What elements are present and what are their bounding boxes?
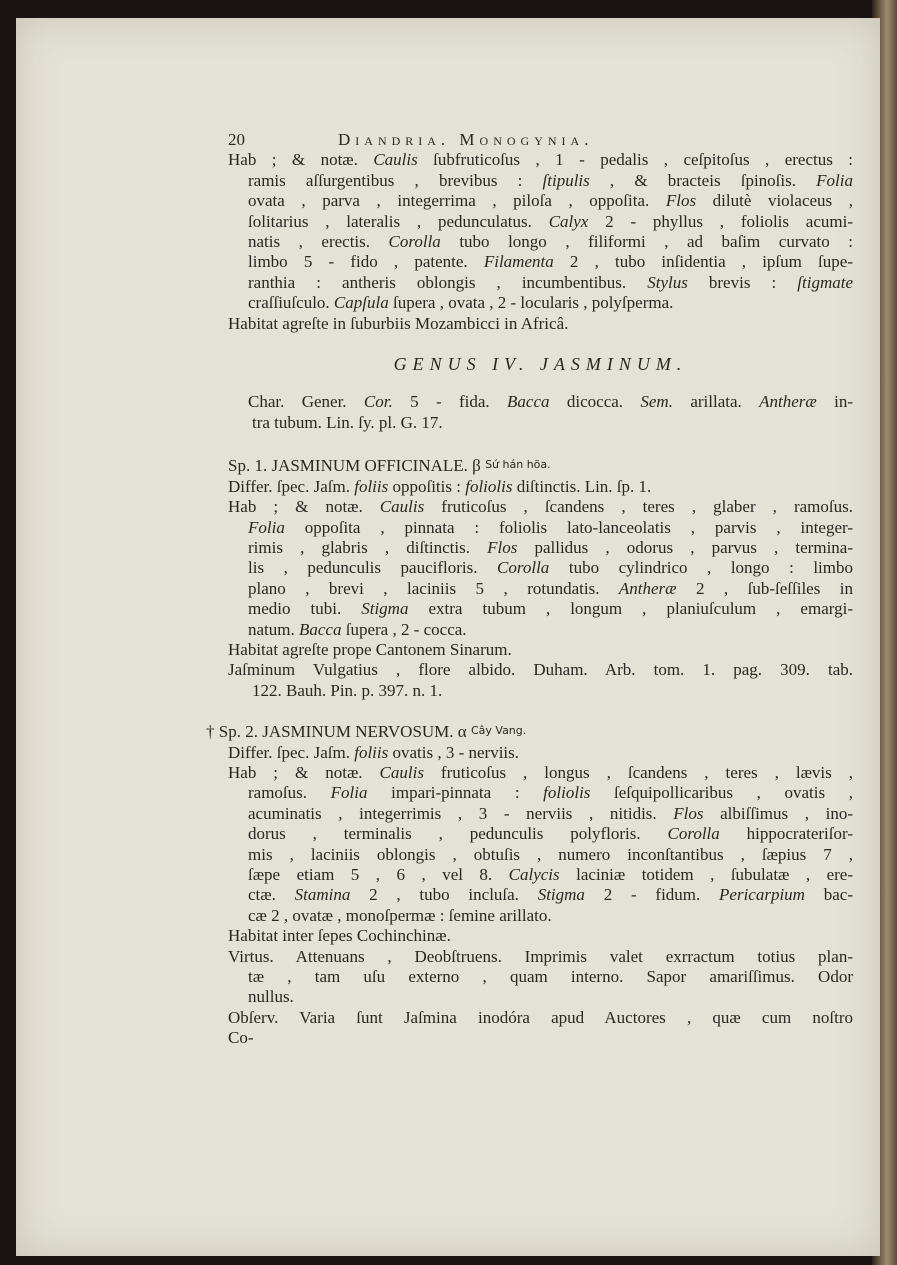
species-heading-1: Sp. 1. JASMINUM OFFICINALE. β Sứ hán hõa.: [228, 456, 551, 476]
text-line: medio tubi. Stigma extra tubum , longum , planiuſculum , emargi-: [248, 599, 853, 619]
text-line: ranthia : antheris oblongis , incumbentibus. Stylus brevis : ſtigmate: [248, 272, 853, 292]
text-line: Hab ; & notæ. Caulis ſubfruticoſus , 1 - pedalis , ceſpitoſus , erectus :: [228, 150, 853, 170]
text-line: craſſiuſculo. Capſula ſupera , ovata , 2 - locularis , polyſperma.: [248, 293, 674, 313]
text-line: ovata , parva , integerrima , piloſa , oppoſita. Flos dilutè violaceus ,: [248, 191, 853, 211]
page-text: [206, 130, 853, 1049]
habitat-line: Habitat inter ſepes Cochinchinæ.: [228, 926, 451, 946]
text-line: rimis , glabris , diſtinctis. Flos pallidus , odorus , parvus , termina-: [248, 537, 853, 557]
habitat-line: Habitat agreſte in ſuburbiis Mozambicci in Africâ.: [228, 313, 569, 333]
text-line: ctæ. Stamina 2 , tubo incluſa. Stigma 2 - fidum. Pericarpium bac-: [248, 885, 853, 905]
virtus-line: tæ , tam uſu externo , quam interno. Sapor amariſſimus. Odor: [248, 967, 853, 987]
page-number: 20: [228, 130, 245, 149]
species-heading-2: † Sp. 2. JASMINUM NERVOSUM. α Cây Vang.: [206, 722, 527, 742]
text-line: acuminatis , integerrimis , 3 - nerviis , nitidis. Flos albiſſimus , ino-: [248, 803, 853, 823]
description-paragraph: [228, 150, 853, 313]
text-line: Folia oppoſita , pinnata : foliolis lato-lanceolatis , parvis , integer-: [248, 517, 853, 537]
vietnamese-name: Cây Vang.: [470, 724, 527, 738]
text-line: dorus , terminalis , pedunculis polyfloris. Corolla hippocrateriſor-: [248, 824, 853, 844]
char-gener-line: Char. Gener. Cor. 5 - fida. Bacca dicocca. Sem. arillata. Antheræ in-: [248, 392, 853, 412]
text-line: Hab ; & notæ. Caulis fruticoſus , longus , ſcandens , teres , lævis ,: [228, 762, 853, 782]
synonym-line: 122. Bauh. Pin. p. 397. n. 1.: [252, 680, 443, 700]
running-head: [228, 130, 853, 150]
observ-line: Obſerv. Varia ſunt Jaſmina inodóra apud Auctores , quæ cum noſtro: [228, 1007, 853, 1027]
text-line: lis , pedunculis paucifloris. Corolla tubo cylindrico , longo : limbo: [248, 558, 853, 578]
running-title: Diandria. Monogynia.: [338, 130, 594, 149]
text-line: ſolitarius , lateralis , pedunculatus. Calyx 2 - phyllus , foliolis acumi-: [248, 211, 853, 231]
differ-line: Differ. ſpec. Jaſm. foliis oppoſitis : foliolis diſtinctis. Lin. ſp. 1.: [228, 476, 652, 496]
text-line: ſæpe etiam 5 , 6 , vel 8. Calycis laciniæ totidem , ſubulatæ , ere-: [248, 865, 853, 884]
text-line: ramoſus. Folia impari-pinnata : foliolis ſeſquipollicaribus , ovatis ,: [248, 783, 853, 803]
text-line: Hab ; & notæ. Caulis fruticoſus , ſcandens , teres , glaber , ramoſus.: [228, 497, 853, 517]
habitat-line: Habitat agreſte prope Cantonem Sinarum.: [228, 639, 512, 659]
text-line: ramis aſſurgentibus , brevibus : ſtipulis , & bracteis ſpinoſis. Folia: [248, 170, 853, 190]
text-line: natis , erectis. Corolla tubo longo , filiformi , ad baſim curvato :: [248, 232, 853, 252]
virtus-line: Virtus. Attenuans , Deobſtruens. Imprimis valet exrractum totius plan-: [228, 946, 853, 966]
text-line: limbo 5 - fido , patente. Filamenta 2 , tubo inſidentia , ipſum ſupe-: [248, 252, 853, 272]
differ-line: Differ. ſpec. Jaſm. foliis ovatis , 3 - nerviis.: [228, 742, 520, 762]
synonym-line: Jaſminum Vulgatius , flore albido. Duham. Arb. tom. 1. pag. 309. tab.: [228, 660, 853, 680]
virtus-line: nullus.: [248, 987, 294, 1007]
text-line: plano , brevi , laciniis 5 , rotundatis. Antheræ 2 , ſub-ſeſſiles in: [248, 578, 853, 598]
vietnamese-name: Sứ hán hõa.: [485, 458, 551, 472]
text-line: cæ 2 , ovatæ , monoſpermæ : ſemine arillato.: [248, 905, 552, 925]
species-2-description: [228, 763, 853, 926]
char-gener-line: tra tubum. Lin. ſy. pl. G. 17.: [252, 412, 443, 432]
text-line: natum. Bacca ſupera , 2 - cocca.: [248, 619, 467, 639]
catchword: Co-: [228, 1028, 254, 1048]
species-1-description: [228, 497, 853, 640]
genus-heading: GENUS IV. JASMINUM.: [393, 354, 688, 375]
text-line: mis , laciniis oblongis , obtuſis , numero inconſtantibus , ſæpius 7 ,: [248, 844, 853, 864]
